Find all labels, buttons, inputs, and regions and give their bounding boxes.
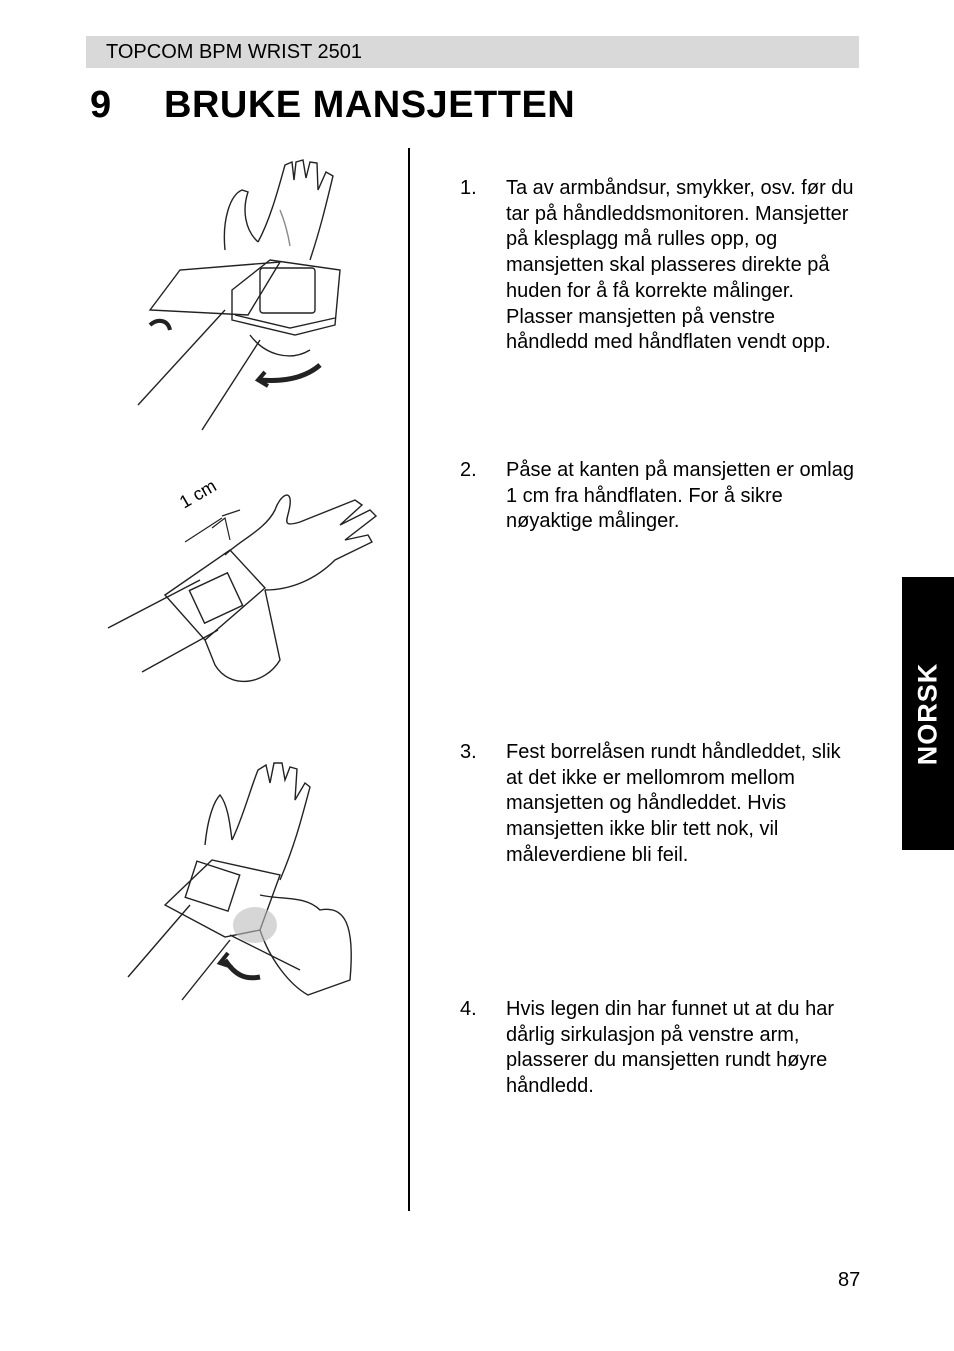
step-number: 3. (460, 741, 477, 763)
step-text: Hvis legen din har funnet ut at du har dårlig sirkulasjon på venstre arm, plasserer du mansjetten rundt høyre håndledd. (506, 998, 834, 1098)
page-number: 87 (838, 1269, 861, 1291)
step-number: 2. (460, 459, 477, 481)
step-1 (460, 176, 860, 356)
section-title-text: BRUKE MANSJETTEN (164, 84, 576, 126)
header-bar (86, 36, 859, 68)
illustration-cuff-distance (100, 480, 390, 690)
section-number: 9 (90, 84, 112, 126)
step-text: Ta av armbåndsur, smykker, osv. før du tar på håndleddsmonitoren. Mansjetter på klesplagg må rulles opp, og mansjetten skal plasseres direkte på huden for å få korrekte målinger. Plasser mansjetten på venstre håndledd med håndflaten vendt opp. (506, 177, 854, 354)
step-text: Påse at kanten på mansjetten er omlag 1 cm fra håndflaten. For å sikre nøyaktige målinger. (506, 459, 854, 533)
illustration-cuff-fastening (120, 755, 370, 1015)
step-3 (460, 740, 860, 869)
step-text: Fest borrelåsen rundt håndleddet, slik at det ikke er mellomrom mellom mansjetten og håndleddet. Hvis mansjetten ikke blir tett nok, vil måleverdiene bli feil. (506, 741, 841, 866)
column-divider (408, 148, 410, 1211)
step-2 (460, 458, 860, 535)
step-number: 4. (460, 998, 477, 1020)
language-tab-label: NORSK (912, 662, 943, 765)
language-tab (902, 577, 954, 850)
section-title (90, 84, 575, 127)
step-4 (460, 997, 860, 1100)
illustration-cuff-placement (130, 150, 360, 440)
step-number: 1. (460, 177, 477, 199)
header-product-name: TOPCOM BPM WRIST 2501 (106, 41, 362, 63)
distance-label: 1 cm (176, 475, 220, 513)
